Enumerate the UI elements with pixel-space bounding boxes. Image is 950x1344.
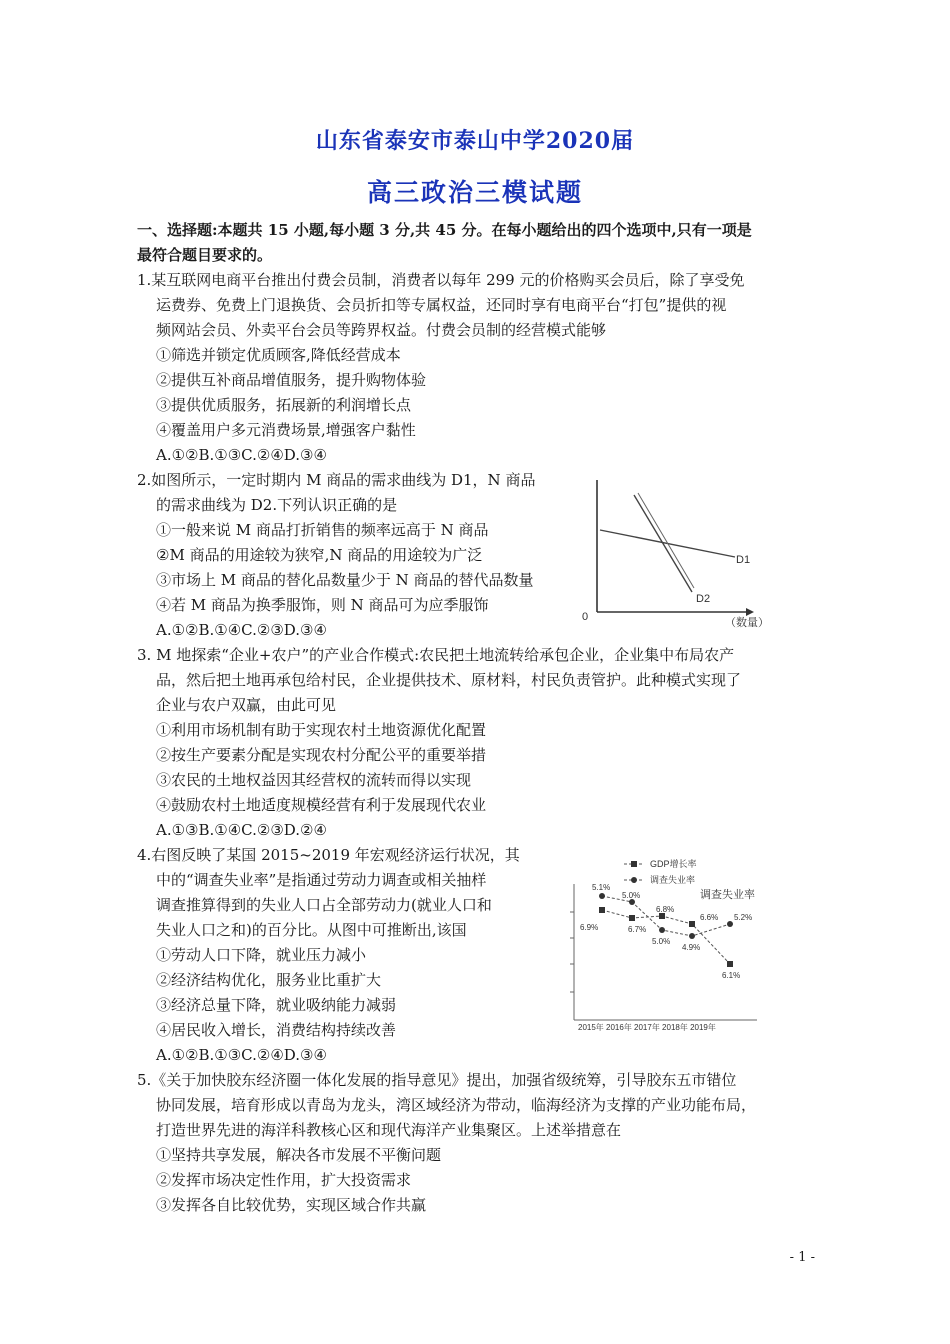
unemp-label-2015: 5.1% xyxy=(592,883,611,892)
gdp-label-2016: 6.7% xyxy=(628,925,647,934)
unemp-label-2019: 5.2% xyxy=(734,913,753,922)
q3-option-3: ③农民的土地权益因其经营权的流转而得以实现 xyxy=(156,771,472,789)
x-axis-label: （数量） xyxy=(725,617,769,629)
q3-option-2: ②按生产要素分配是实现农村分配公平的重要举措 xyxy=(156,746,487,764)
macro-economy-chart xyxy=(552,852,767,1032)
chart-subtitle: 调查失业率 xyxy=(700,889,755,901)
q4-option-1: ①劳动人口下降，就业压力减小 xyxy=(156,946,367,964)
q3-answers: A.①③B.①④C.②③D.②④ xyxy=(156,821,327,839)
q4-stem-line4: 失业人口之和)的百分比。从图中可推断出,该国 xyxy=(156,921,467,939)
q4-option-4: ④居民收入增长，消费结构持续改善 xyxy=(156,1021,397,1039)
q2-option-2: ②M 商品的用途较为狭窄,N 商品的用途较为广泛 xyxy=(156,546,483,564)
q3-stem-line2: 品，然后把土地再承包给村民，企业提供技术、原材料，村民负责管护。此种模式实现了 xyxy=(156,671,742,689)
q3-option-1: ①利用市场机制有助于实现农村土地资源优化配置 xyxy=(156,721,487,739)
section-heading-line1: 一、选择题:本题共 15 小题,每小题 3 分,共 45 分。在每小题给出的四个选项中,只有一项是 xyxy=(137,221,752,239)
page-title-line1: 山东省泰安市泰山中学2020届 xyxy=(315,128,635,154)
demand-curve-chart xyxy=(570,468,790,638)
q1-stem-line3: 频网站会员、外卖平台会员等跨界权益。付费会员制的经营模式能够 xyxy=(156,321,607,339)
q5-stem-line1: 5.《关于加快胶东经济圈一体化发展的指导意见》提出，加强省级统筹，引导胶东五市错位 xyxy=(137,1071,737,1089)
d2-label: D2 xyxy=(696,593,711,605)
q1-stem-line2: 运费券、免费上门退换货、会员折扣等专属权益，还同时享有电商平台“打包”提供的视 xyxy=(156,296,727,314)
page-title-line2: 高三政治三模试题 xyxy=(366,178,583,207)
origin-label: 0 xyxy=(582,611,589,623)
legend-unemployment: 调查失业率 xyxy=(650,875,696,885)
q1-stem-line1: 1.某互联网电商平台推出付费会员制，消费者以每年 299 元的价格购买会员后，除了享受免 xyxy=(137,271,745,289)
x-axis-years: 2015年 2016年 2017年 2018年 2019年 xyxy=(578,1023,716,1032)
q4-stem-line3: 调查推算得到的失业人口占全部劳动力(就业人口和 xyxy=(156,896,492,914)
q2-option-4: ④若 M 商品为换季服饰，则 N 商品可为应季服饰 xyxy=(156,596,489,614)
q3-stem-line1: 3. M 地探索“企业+农户”的产业合作模式:农民把土地流转给承包企业，企业集中布局农产 xyxy=(137,646,735,664)
unemp-label-2018: 4.9% xyxy=(682,943,701,952)
q4-option-3: ③经济总量下降，就业吸纳能力减弱 xyxy=(156,996,397,1014)
section-heading xyxy=(137,218,817,268)
q3-stem-line3: 企业与农户双赢，由此可见 xyxy=(156,696,337,714)
q4-answers: A.①②B.①③C.②④D.③④ xyxy=(156,1046,327,1064)
gdp-label-2017: 6.8% xyxy=(656,905,675,914)
q4-stem-line2: 中的“调查失业率”是指通过劳动力调查或相关抽样 xyxy=(156,871,487,889)
q2-stem-line1: 2.如图所示，一定时期内 M 商品的需求曲线为 D1，N 商品 xyxy=(137,471,536,489)
q4-stem-line1: 4.右图反映了某国 2015~2019 年宏观经济运行状况，其 xyxy=(137,846,520,864)
x-axis-arrow-icon xyxy=(746,608,754,616)
q5-stem-line3: 打造世界先进的海洋科教核心区和现代海洋产业集聚区。上述举措意在 xyxy=(156,1121,622,1139)
d2-curve xyxy=(634,495,692,592)
unemp-label-2016: 5.0% xyxy=(622,891,641,900)
gdp-label-2018: 6.6% xyxy=(700,913,719,922)
q5-option-1: ①坚持共享发展，解决各市发展不平衡问题 xyxy=(156,1146,442,1164)
page-number: - 1 - xyxy=(789,1250,815,1265)
unemp-label-2017: 5.0% xyxy=(652,937,671,946)
q4-option-2: ②经济结构优化，服务业比重扩大 xyxy=(156,971,382,989)
q1-option-2: ②提供互补商品增值服务，提升购物体验 xyxy=(156,371,427,389)
gdp-label-2019: 6.1% xyxy=(722,971,741,980)
q5-option-2: ②发挥市场决定性作用，扩大投资需求 xyxy=(156,1171,412,1189)
q2-answers: A.①②B.①④C.②③D.③④ xyxy=(156,621,327,639)
q5-stem-line2: 协同发展，培育形成以青岛为龙头，湾区域经济为带动，临海经济为支撑的产业功能布局， xyxy=(156,1096,757,1114)
d1-label: D1 xyxy=(736,554,751,566)
q2-stem-line2: 的需求曲线为 D2.下列认识正确的是 xyxy=(156,496,398,514)
q2-option-3: ③市场上 M 商品的替化品数量少于 N 商品的替代品数量 xyxy=(156,571,534,589)
section-heading-line2: 最符合题目要求的。 xyxy=(137,246,273,264)
q1-option-4: ④覆盖用户多元消费场景,增强客户黏性 xyxy=(156,421,416,439)
q1-option-1: ①筛选并锁定优质顾客,降低经营成本 xyxy=(156,346,401,364)
q1-option-3: ③提供优质服务，拓展新的利润增长点 xyxy=(156,396,412,414)
q1-answers: A.①②B.①③C.②④D.③④ xyxy=(156,446,327,464)
q5-option-3: ③发挥各自比较优势，实现区域合作共赢 xyxy=(156,1196,427,1214)
q2-option-1: ①一般来说 M 商品打折销售的频率远高于 N 商品 xyxy=(156,521,489,539)
gdp-label-2015: 6.9% xyxy=(580,923,599,932)
legend-gdp: GDP增长率 xyxy=(650,859,697,869)
q3-option-4: ④鼓励农村土地适度规模经营有利于发展现代农业 xyxy=(156,796,487,814)
